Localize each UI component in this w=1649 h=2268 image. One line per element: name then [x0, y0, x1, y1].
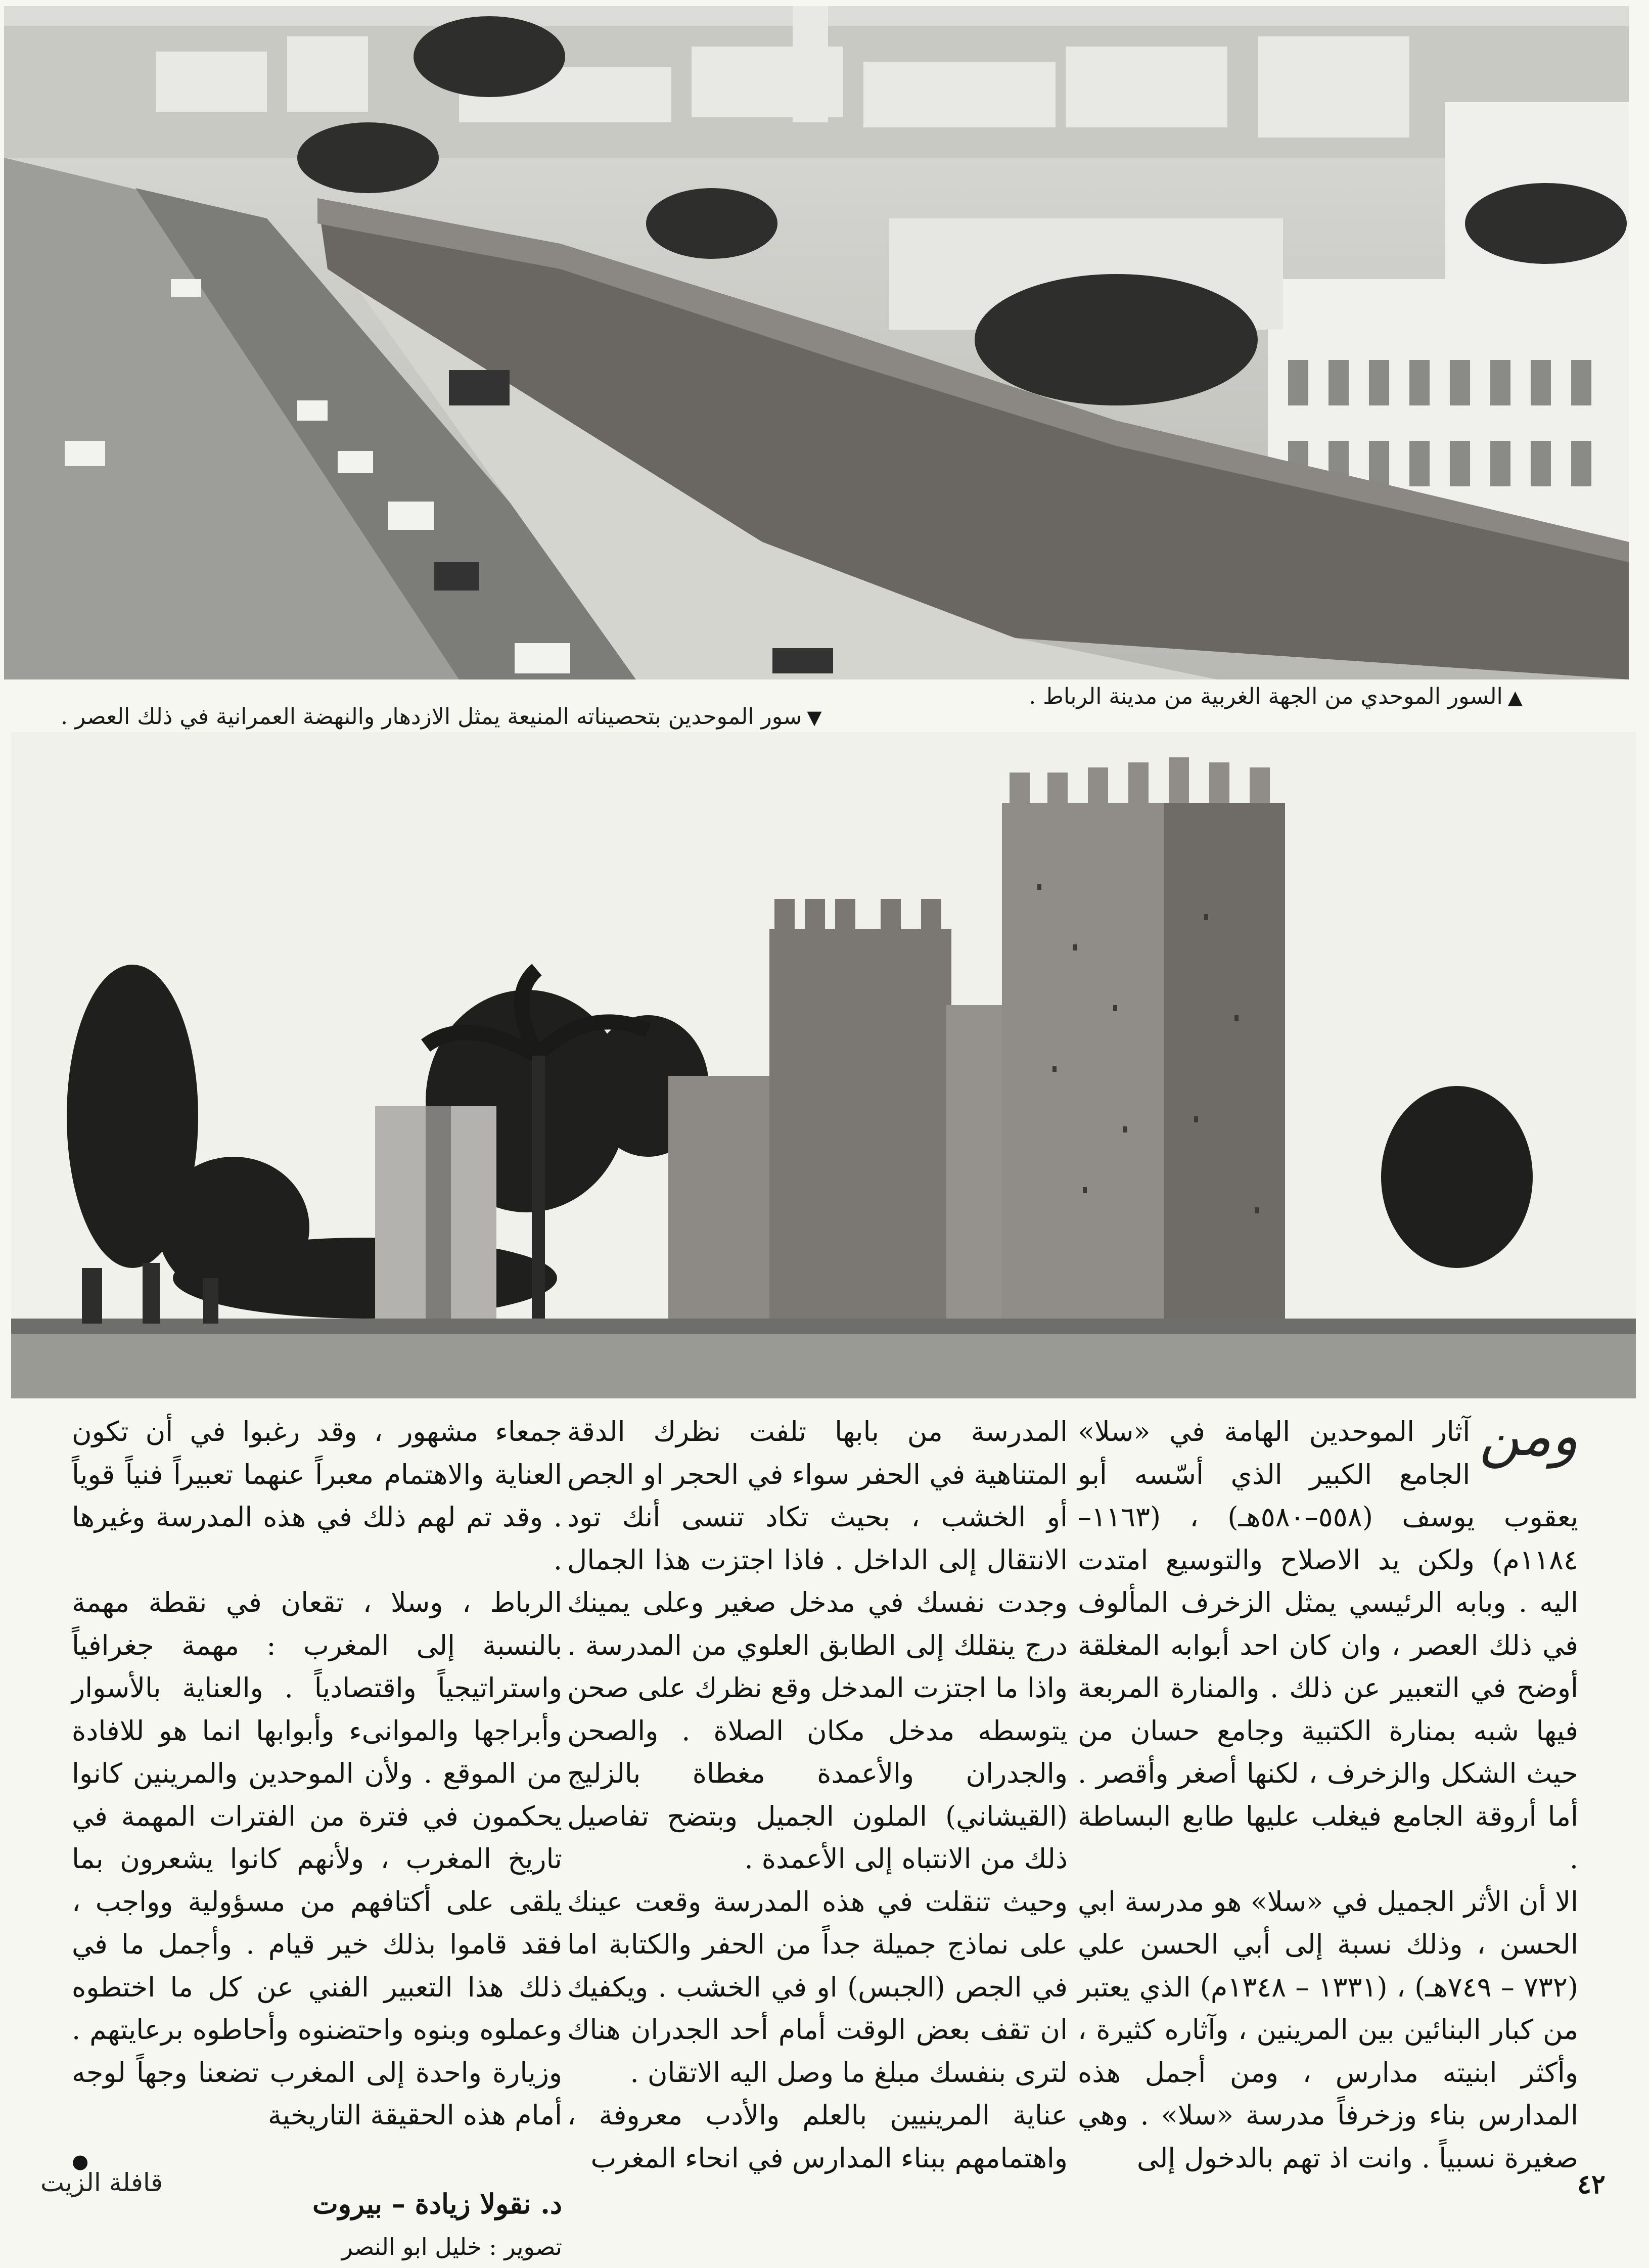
up-triangle-icon: ▲	[1508, 686, 1523, 708]
article-column-right	[1078, 1411, 1578, 2180]
photo-almohad-towers	[11, 732, 1636, 1398]
article-column-left	[72, 1411, 562, 2268]
photo-rabat-wall	[4, 6, 1629, 679]
paragraph: عناية المرينيين بالعلم والأدب معروفة ، واهتمامهم ببناء المدارس في انحاء المغرب	[567, 2094, 1068, 2180]
photo-credit: تصوير : خليل ابو النصر	[72, 2226, 562, 2268]
paragraph: آثار الموحدين الهامة في «سلا» الجامع الكبير الذي أسّسه أبو يعقوب يوسف (٥٥٨–٥٨٠هـ) ، (١١٦٣–١١٨٤م) ولكن يد الاصلاح والتوسيع امتدت اليه . وبابه الرئيسي يمثل الزخرف المألوف في ذلك العصر ، وان كان احد أبوابه المغلقة أوضح في التعبير عن ذلك . والمنارة المربعة فيها شبه بمنارة الكتبية وجامع حسان من حيث الشكل والزخرف ، لكنها أصغر وأقصر . أما أروقة الجامع فيغلب عليها طابع البساطة .	[1078, 1411, 1578, 1881]
end-mark-icon: ●	[72, 2140, 562, 2183]
paragraph: الرباط ، وسلا ، تقعان في نقطة مهمة بالنسبة إلى المغرب : مهمة جغرافياً واستراتيجياً واقتصادياً . والعناية بالأسوار وأبراجها والموانىء وأبوابها انما هو للافادة من الموقع . ولأن الموحدين والمرينين كانوا يحكمون في فترة من الفترات المهمة في تاريخ المغرب ، ولأنهم كانوا يشعرون بما يلقى على أكتافهم من مسؤولية وواجب ، فقد قاموا بذلك خير قيام . وأجمل ما في ذلك هذا التعبير الفني عن كل ما اختطوه وعملوه وبنوه واحتضنوه وأحاطوه برعايتهم . وزيارة واحدة إلى المغرب تضعنا وجهاً لوجه أمام هذه الحقيقة التاريخية	[72, 1581, 562, 2137]
caption-top-text: السور الموحدي من الجهة الغربية من مدينة الرباط .	[1029, 684, 1503, 709]
dropcap: ومن	[1479, 1411, 1578, 1461]
paragraph: جمعاء مشهور ، وقد رغبوا في أن تكون العناية والاهتمام معبراً عنهما تعبيراً فنياً قوياً . وقد تم لهم ذلك في هذه المدرسة وغيرها .	[72, 1411, 562, 1581]
caption-bottom	[61, 703, 827, 732]
down-triangle-icon: ▼	[807, 706, 821, 729]
page-number: ٤٢	[1577, 2169, 1606, 2200]
paragraph: الا أن الأثر الجميل في «سلا» هو مدرسة ابي الحسن ، وذلك نسبة إلى أبي الحسن علي (٧٣٢ – ٧٤٩هـ) ، (١٣٣١ – ١٣٤٨م) الذي يعتبر من كبار البنائين بين المرينين ، وآثاره كثيرة ، وأكثر ابنيته مدارس ، ومن أجمل هذه المدارس بناء وزخرفاً مدرسة «سلا» . وهي صغيرة نسبياً . وانت اذ تهم بالدخول إلى	[1078, 1881, 1578, 2180]
paragraph: وحيث تنقلت في هذه المدرسة وقعت عينك على نماذج جميلة جداً من الحفر والكتابة اما في الجص (الجبس) او في الخشب . ويكفيك ان تقف بعض الوقت أمام أحد الجدران هناك لترى بنفسك مبلغ ما وصل اليه الاتقان .	[567, 1881, 1068, 2095]
paragraph: المدرسة من بابها تلفت نظرك الدقة المتناهية في الحفر سواء في الحجر او الجص أو الخشب ، بحيث تكاد تنسى أنك تود الانتقال إلى الداخل . فاذا اجتزت هذا الجمال وجدت نفسك في مدخل صغير وعلى يمينك درج ينقلك إلى الطابق العلوي من المدرسة . واذا ما اجتزت المدخل وقع نظرك على صحن يتوسطه مدخل مكان الصلاة . والصحن والجدران والأعمدة مغطاة بالزليج (القيشاني) الملون الجميل وبتضح تفاصيل ذلك من الانتباه إلى الأعمدة .	[567, 1411, 1068, 1881]
author-credit: د. نقولا زيادة – بيروت	[72, 2183, 562, 2226]
article-column-middle	[567, 1411, 1068, 2180]
caption-bottom-text: سور الموحدين بتحصيناته المنيعة يمثل الازدهار والنهضة العمرانية في ذلك العصر .	[61, 704, 802, 730]
magazine-name: قافلة الزيت	[40, 2168, 163, 2197]
caption-top	[1029, 683, 1528, 711]
